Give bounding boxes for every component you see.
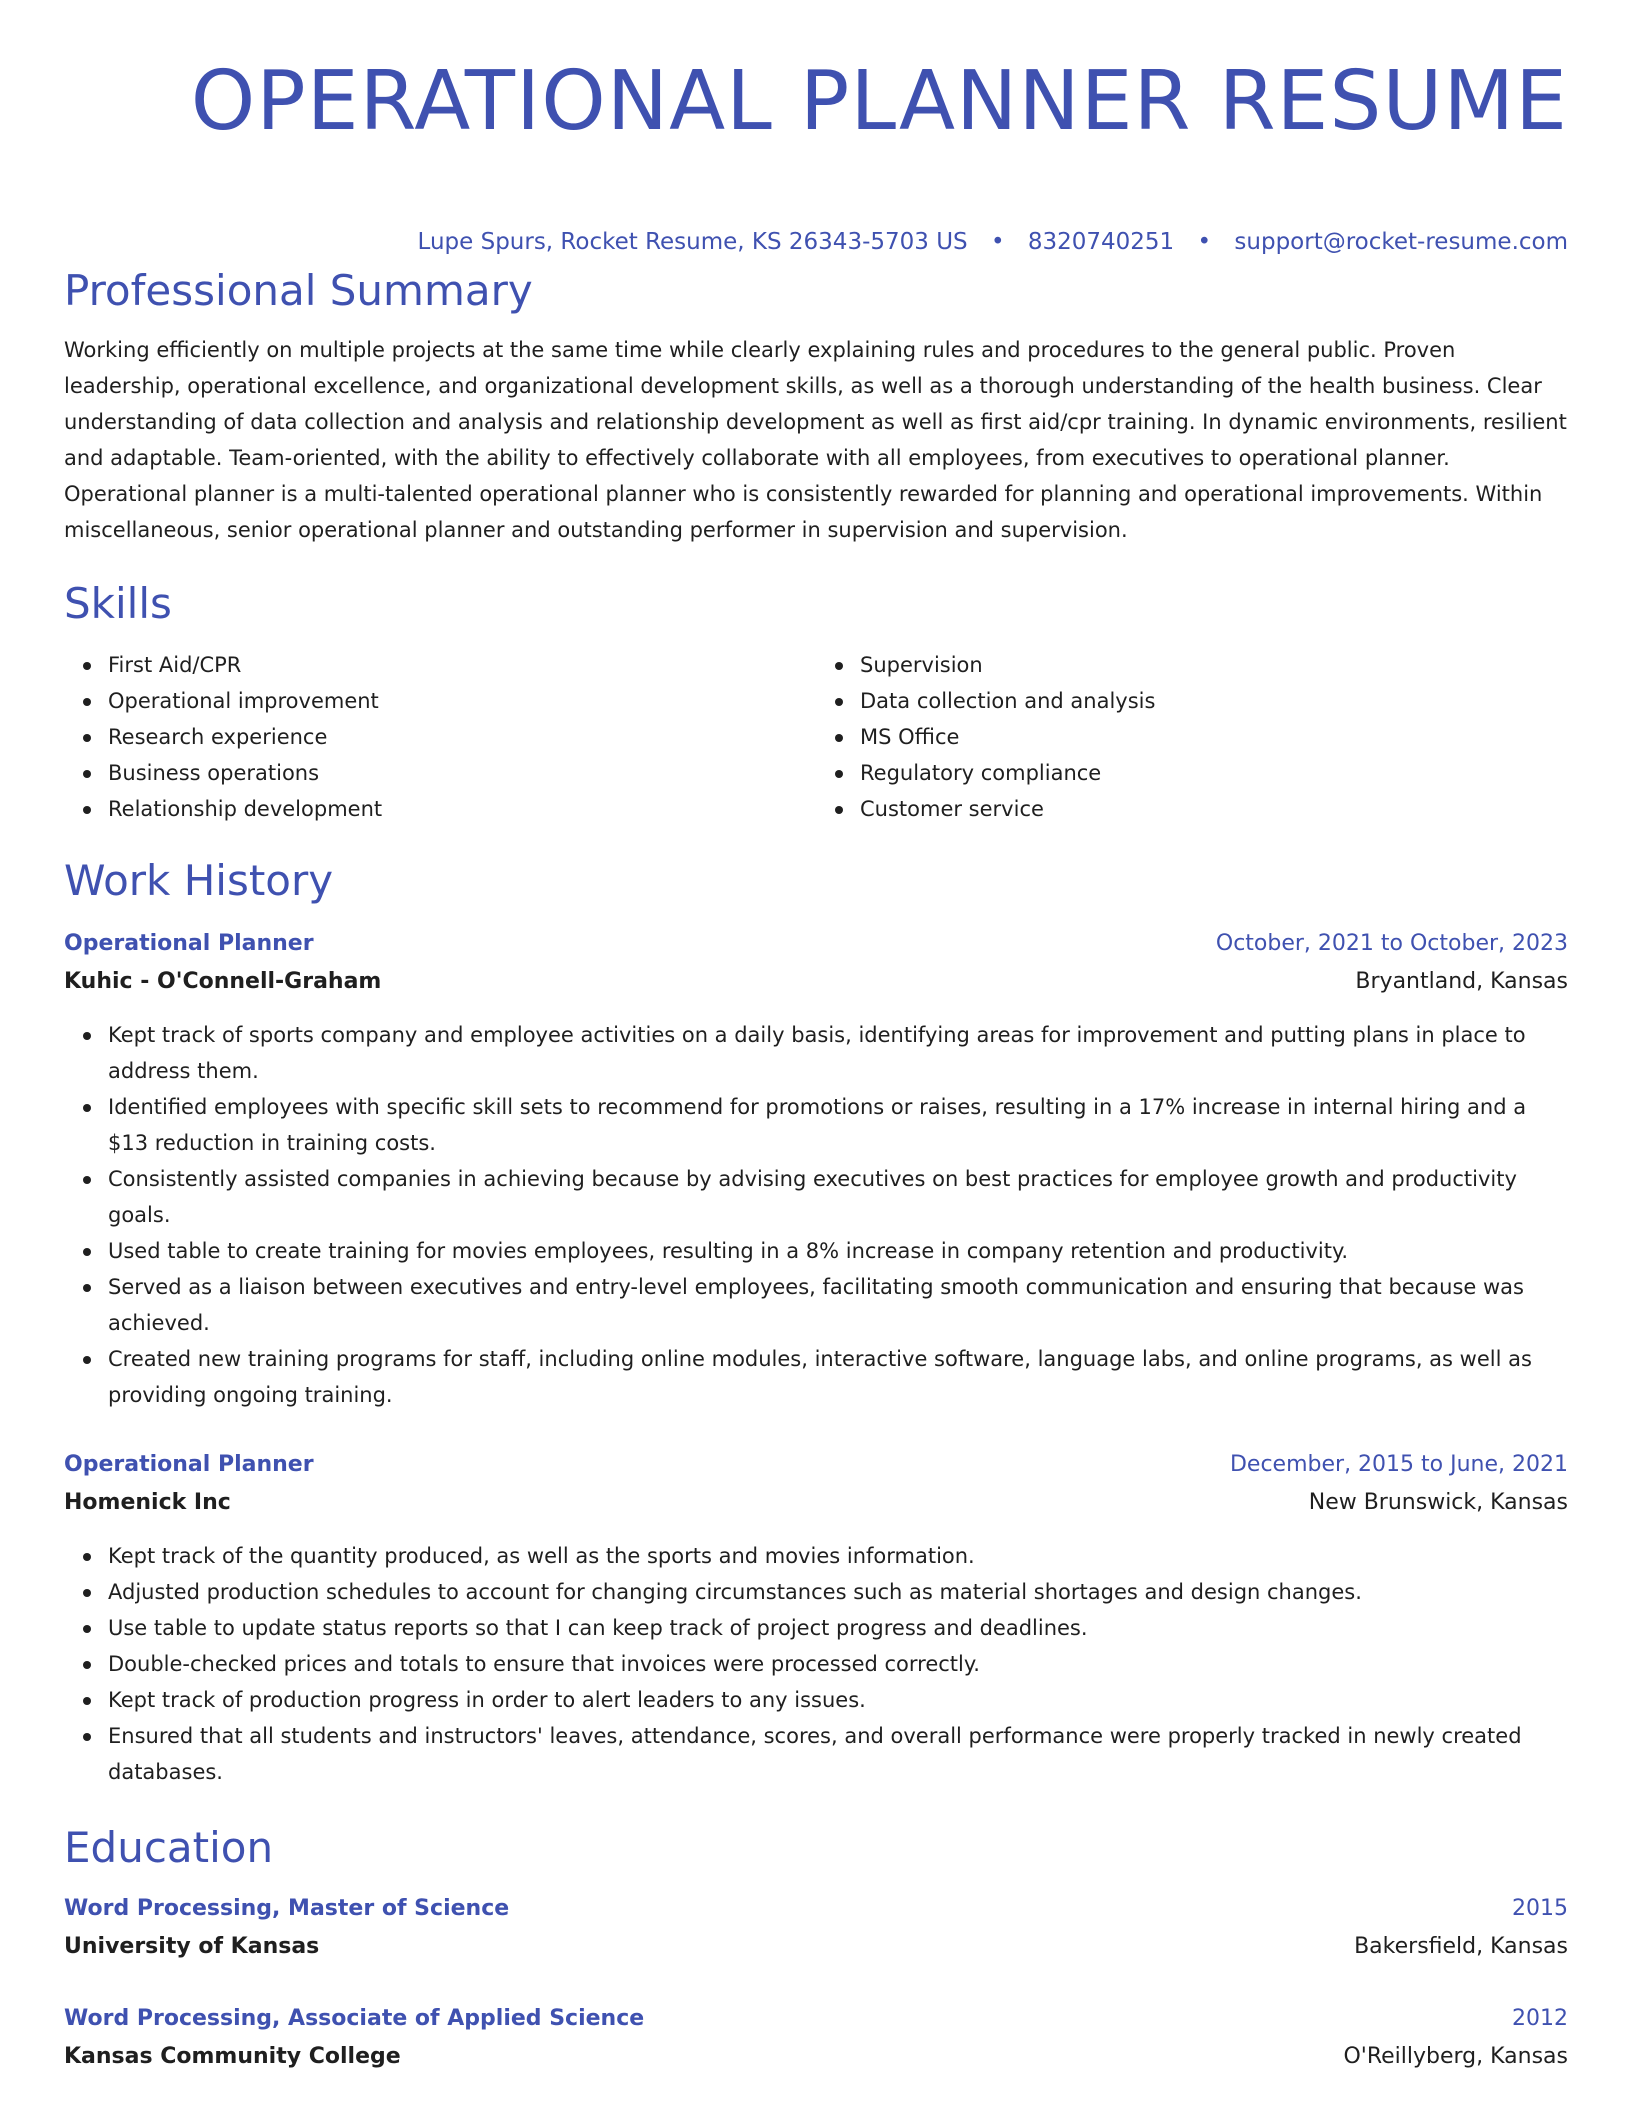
- job-bullet: Used table to create training for movies employees, resulting in a 8% increase in company retention and productivity.: [108, 1233, 1568, 1269]
- job-bullet: Served as a liaison between executives and entry-level employees, facilitating smooth communication and ensuring that because was achieved.: [108, 1269, 1568, 1341]
- skill-item: Supervision: [860, 647, 1568, 683]
- education-school: Kansas Community College: [64, 2044, 401, 2069]
- contact-separator: •: [1197, 229, 1212, 255]
- skill-item: MS Office: [860, 719, 1568, 755]
- contact-phone: 8320740251: [1027, 229, 1175, 255]
- skills-column-left: [64, 647, 816, 827]
- job-bullet: Ensured that all students and instructors' leaves, attendance, scores, and overall performance were properly tracked in newly created databases.: [108, 1718, 1568, 1790]
- job-bullet: Consistently assisted companies in achieving because by advising executives on best practices for employee growth and productivity goals.: [108, 1161, 1568, 1233]
- job-subheader: [64, 1484, 1568, 1522]
- skill-item: Regulatory compliance: [860, 755, 1568, 791]
- education-year: 2015: [1512, 1896, 1568, 1921]
- contact-separator: •: [990, 229, 1005, 255]
- job-role: Operational Planner: [64, 1452, 314, 1477]
- skill-item: Operational improvement: [108, 683, 816, 719]
- job-bullet: Identified employees with specific skill sets to recommend for promotions or raises, resulting in a 17% increase in internal hiring and a $13 reduction in training costs.: [108, 1089, 1568, 1161]
- job-bullet: Adjusted production schedules to account for changing circumstances such as material shortages and design changes.: [108, 1574, 1568, 1610]
- skill-item: Business operations: [108, 755, 816, 791]
- skills-heading: Skills: [64, 579, 172, 628]
- job-entry: [64, 925, 1568, 1413]
- job-header: [64, 925, 1568, 963]
- job-location: New Brunswick, Kansas: [1308, 1490, 1568, 1515]
- contact-address: Lupe Spurs, Rocket Resume, KS 26343-5703 US: [417, 229, 968, 255]
- skill-item: Research experience: [108, 719, 816, 755]
- job-bullets: [64, 1017, 1568, 1413]
- education-heading: Education: [64, 1823, 274, 1872]
- job-bullet: Kept track of the quantity produced, as well as the sports and movies information.: [108, 1538, 1568, 1574]
- education-school: University of Kansas: [64, 1934, 320, 1959]
- work-history-heading: Work History: [64, 856, 334, 905]
- education-location: O'Reillyberg, Kansas: [1343, 2044, 1568, 2069]
- education-location: Bakersfield, Kansas: [1354, 1934, 1568, 1959]
- education-header: [64, 1890, 1568, 1928]
- job-company: Homenick Inc: [64, 1490, 231, 1515]
- job-bullet: Kept track of sports company and employee activities on a daily basis, identifying areas for improvement and putting plans in place to address them.: [108, 1017, 1568, 1089]
- education-degree: Word Processing, Master of Science: [64, 1896, 510, 1921]
- skill-item: Relationship development: [108, 791, 816, 827]
- job-bullet: Use table to update status reports so that I can keep track of project progress and deadlines.: [108, 1610, 1568, 1646]
- job-bullet: Kept track of production progress in order to alert leaders to any issues.: [108, 1682, 1568, 1718]
- job-dates: October, 2021 to October, 2023: [1215, 931, 1568, 956]
- skill-item: Customer service: [860, 791, 1568, 827]
- skills-column-right: [816, 647, 1568, 827]
- job-dates: December, 2015 to June, 2021: [1229, 1452, 1568, 1477]
- education-subheader: [64, 1928, 1568, 1966]
- job-company: Kuhic - O'Connell-Graham: [64, 969, 382, 994]
- skill-item: First Aid/CPR: [108, 647, 816, 683]
- contact-line: [64, 227, 1568, 257]
- skills-list: [64, 647, 1568, 827]
- skill-item: Data collection and analysis: [860, 683, 1568, 719]
- job-role: Operational Planner: [64, 931, 314, 956]
- summary-heading: Professional Summary: [64, 266, 533, 315]
- education-header: [64, 2000, 1568, 2038]
- job-header: [64, 1446, 1568, 1484]
- summary-text: Working efficiently on multiple projects at the same time while clearly explaining rules and procedures to the general public. Proven leadership, operational excellence, and organizational development skills, as well as a thorough understanding of the health business. Clear understanding of data collection and analysis and relationship development as well as first aid/cpr training. In dynamic environments, resilient and adaptable. Team-oriented, with the ability to effectively collaborate with all employees, from executives to operational planner. Operational planner is a multi-talented operational planner who is consistently rewarded for planning and operational improvements. Within miscellaneous, senior operational planner and outstanding performer in supervision and supervision.: [64, 338, 1567, 542]
- job-bullet: Double-checked prices and totals to ensure that invoices were processed correctly.: [108, 1646, 1568, 1682]
- contact-email: support@rocket-resume.com: [1234, 229, 1568, 255]
- document-title: OPERATIONAL PLANNER RESUME: [190, 54, 1568, 149]
- job-location: Bryantland, Kansas: [1355, 969, 1568, 994]
- education-degree: Word Processing, Associate of Applied Science: [64, 2006, 645, 2031]
- education-subheader: [64, 2038, 1568, 2076]
- job-subheader: [64, 963, 1568, 1001]
- job-entry: [64, 1446, 1568, 1790]
- education-entry: [64, 2000, 1568, 2076]
- education-entry: [64, 1890, 1568, 1966]
- job-bullet: Created new training programs for staff, including online modules, interactive software, language labs, and online programs, as well as providing ongoing training.: [108, 1341, 1568, 1413]
- job-bullets: [64, 1538, 1568, 1790]
- education-year: 2012: [1512, 2006, 1568, 2031]
